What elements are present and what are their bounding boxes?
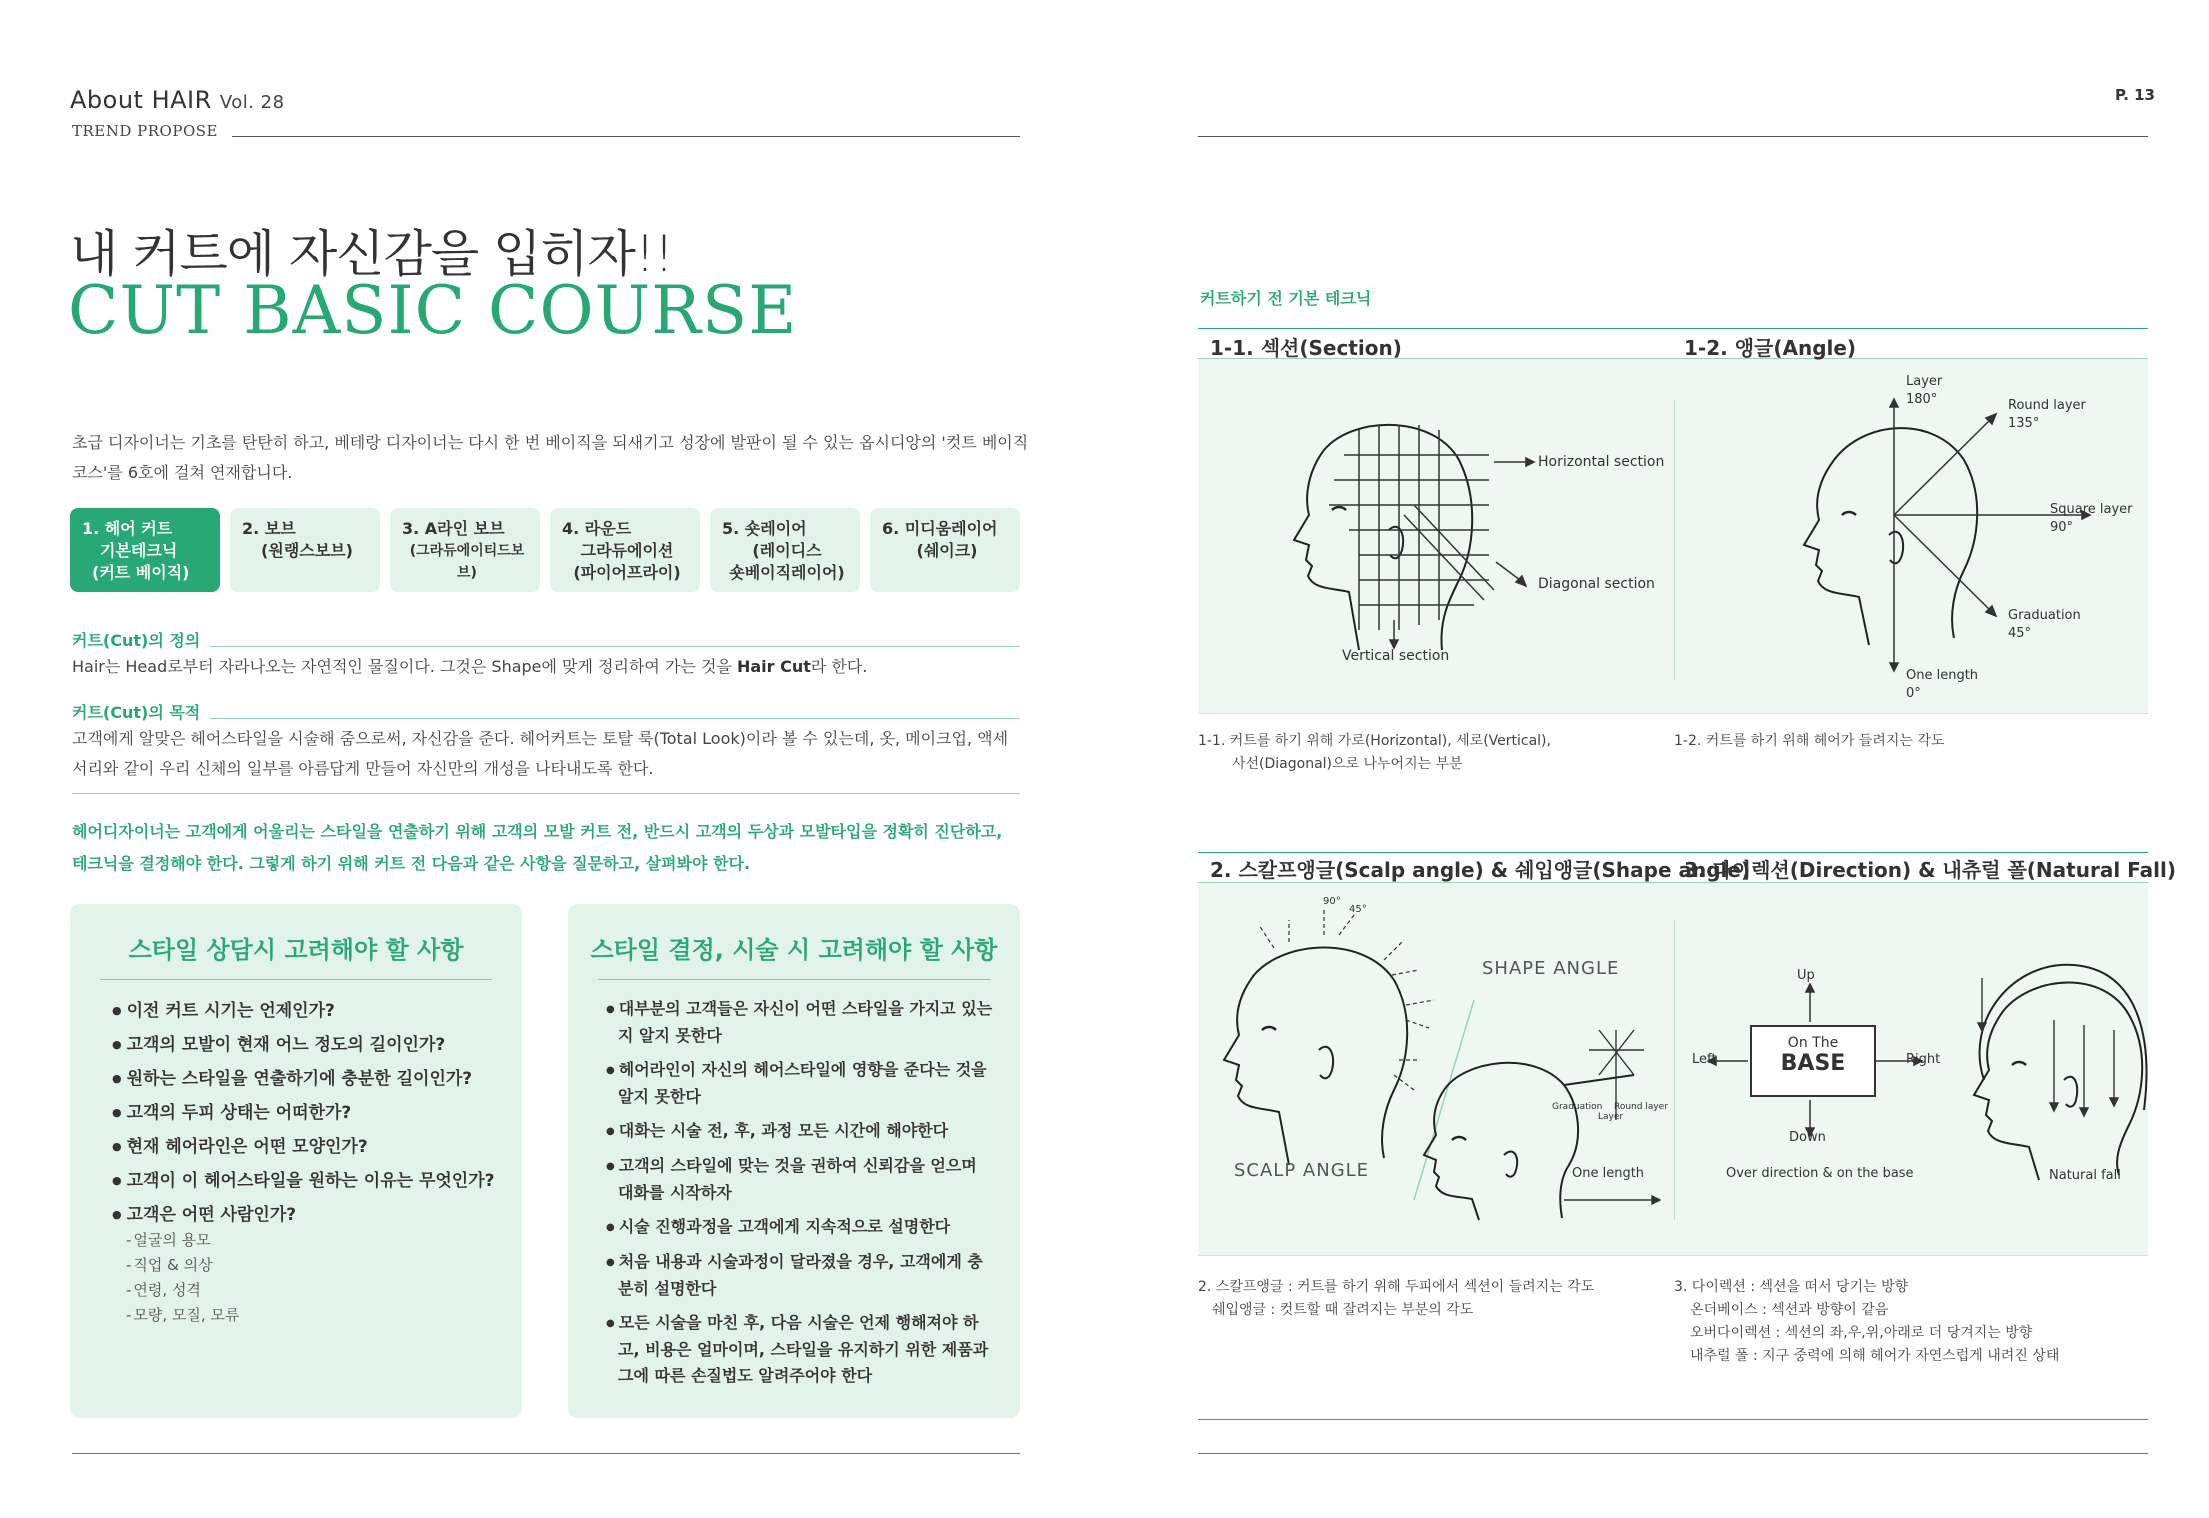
direction-caption-line: 3. 다이렉션 : 섹션을 떠서 당기는 방향 [1674,1279,1909,1295]
on-the-base-box [1750,1025,1876,1097]
tab-sub: (레이디스 [752,541,822,560]
graduation-label: Graduation [2008,608,2081,623]
title-english: CUT BASIC COURSE [68,272,798,349]
tab-sub: (파이어프라이) [573,563,681,582]
decision-box-title: 스타일 결정, 시술 시 고려해야 할 사항 [590,936,998,964]
layer-label: Layer [1598,1112,1624,1122]
course-tabs [70,508,1020,592]
tab-label: 3. A라인 보브 [402,519,505,538]
section-caption-line: 사선(Diagonal)으로 나누어지는 부분 [1232,756,1463,772]
highlight-text: 헤어디자이너는 고객에게 어울리는 스타일을 연출하기 위해 고객의 모발 커트 전, 반드시 고객의 두상과 모발타입을 정확히 진단하고, 테크닉을 결정해야 한다. 그렇게 하기 위해 커트 전 다음과 같은 사항을 질문하고, 살펴봐야 한다. [72,822,1003,873]
layer-label: Layer [1906,374,1943,389]
list-item: ● 고객의 두피 상태는 어떠한가? [112,1096,522,1130]
tab-sub: (원랭스보브) [261,541,353,560]
square-layer-degree: 90° [2050,520,2074,535]
diagonal-section-label: Diagonal section [1538,576,1655,592]
panel2-separator [1674,920,1675,1220]
sub-item: - 연령, 성격 [126,1278,522,1303]
square-layer-label: Square layer [2050,502,2133,517]
direction-caption-line: 내추럴 폴 : 지구 중력에 의해 헤어가 자연스럽게 내려진 상태 [1690,1348,2060,1364]
course-tab-4 [550,508,700,592]
left-page [0,0,1104,1518]
course-tab-6 [870,508,1020,592]
footer-rule [72,1453,1020,1454]
right-label: Right [1906,1052,1941,1067]
down-label: Down [1789,1130,1826,1145]
consultation-box [70,904,522,1418]
list-item: ● 처음 내용과 시술과정이 달라졌을 경우, 고객에게 충분히 설명한다 [606,1249,996,1302]
decision-box [568,904,1020,1418]
section-name: TREND PROPOSE [72,122,218,140]
tab-label: 1. 헤어 커트 [82,519,173,538]
section-caption-line: 1-1. 커트를 하기 위해 가로(Horizontal), 세로(Vertical), [1198,733,1551,749]
angle-diagram [1764,390,2104,690]
layer-degree: 180° [1906,392,1938,407]
purpose-text: 고객에게 알맞은 헤어스타일을 시술해 줌으로써, 자신감을 준다. 헤어커트는 토탈 룩(Total Look)이라 볼 수 있는데, 옷, 메이크업, 액세서리와 같이 우리 신체의 일부를 아름답게 만들어 자신만의 개성을 나타내도록 한다. [72,729,1009,778]
scalp-angle-label: SCALP ANGLE [1234,1160,1370,1181]
list-item: ● 시술 진행과정을 고객에게 지속적으로 설명한다 [606,1214,996,1241]
volume-number: Vol. 28 [219,92,285,113]
definition-text-bold: Hair Cut [736,657,811,676]
sub-item: - 얼굴의 용모 [126,1228,522,1253]
tab-label: 4. 라운드 [562,519,632,538]
direction-caption-line: 오버다이렉션 : 섹션의 좌,우,위,아래로 더 당겨지는 방향 [1690,1325,2033,1341]
one-length-label: One length [1906,668,1979,683]
round-layer-label: Round layer [1614,1102,1668,1112]
graduation-degree: 45° [2008,626,2032,641]
course-tab-1 [70,508,220,592]
tab-sub: (쉐이크) [916,541,978,560]
definition-label: 커트(Cut)의 정의 [72,631,201,650]
scalp-90-label: 90° [1323,896,1341,907]
on-the-label: On The [1787,1035,1839,1051]
one-length-label: One length [1572,1166,1645,1181]
round-layer-degree: 135° [2008,416,2040,431]
course-tab-3 [390,508,540,592]
list-item: ● 대부분의 고객들은 자신이 어떤 스타일을 가지고 있는지 알지 못한다 [606,996,996,1049]
course-tab-5 [710,508,860,592]
list-item: ● 고객의 모발이 현재 어느 정도의 길이인가? [112,1028,522,1062]
tab-label: 5. 숏레이어 [722,519,807,538]
one-length-degree: 0° [1906,686,1921,701]
natural-fall-diagram [1954,950,2154,1180]
round-layer-label: Round layer [2008,398,2086,413]
tab-sub: (그라듀에이티드보브) [409,543,525,581]
angle-caption: 1-2. 커트를 하기 위해 헤어가 들려지는 각도 [1674,733,1945,749]
list-item: ● 모든 시술을 마친 후, 다음 시술은 언제 행해져야 하고, 비용은 얼마이며, 스타일을 유지하기 위한 제품과 그에 따른 손질법도 알려주어야 한다 [606,1310,996,1389]
purpose-rule [210,718,1020,719]
footer-rule [1198,1453,2148,1454]
brand-name: About HAIR [70,86,212,114]
tab-label: 2. 보브 [242,519,296,538]
section-caption [1198,730,1551,776]
angle-title: 1-2. 앵글(Angle) [1684,336,1857,360]
sub-item: - 직업 & 의상 [126,1253,522,1278]
scalp-caption [1198,1276,1594,1322]
definition-text-post: 라 한다. [810,657,868,676]
scalp-caption-line: 쉐입앵글 : 컷트할 때 잘려지는 부분의 각도 [1212,1302,1474,1318]
graduation-label: Graduation [1552,1102,1603,1112]
right-page [1104,0,2209,1518]
tab-sub: 그라듀에이션 [580,541,674,560]
header-rule [1198,136,2148,137]
consultation-list [70,980,522,1232]
natural-fall-label: Natural fall [2049,1168,2121,1183]
client-subitems [70,1228,522,1328]
list-item: ● 대화는 시술 전, 후, 과정 모든 시간에 해야한다 [606,1118,996,1145]
list-item: ● 고객의 스타일에 맞는 것을 권하여 신뢰감을 얻으며 대화를 시작하자 [606,1153,996,1206]
list-item: ● 이전 커트 시기는 언제인가? [112,994,522,1028]
panel2-bottom-rule [1198,1419,2148,1420]
decision-list [568,980,1020,1389]
magazine-brand [70,86,285,114]
header-rule [232,136,1020,137]
up-label: Up [1797,968,1815,983]
panel1-top-rule [1198,328,2148,329]
purpose-divider [72,793,1020,794]
title-korean: 내 커트에 자신감을 입히자!! [70,225,674,283]
techniques-label: 커트하기 전 기본 테크닉 [1200,289,1372,308]
direction-caption [1674,1276,2059,1368]
scalp-shape-title: 2. 스칼프앵글(Scalp angle) & 쉐입앵글(Shape angle) [1210,858,1751,882]
tab-sub: 숏베이직레이어) [729,563,845,582]
scalp-caption-line: 2. 스칼프앵글 : 커트를 하기 위해 두피에서 섹션이 들려지는 각도 [1198,1279,1595,1295]
list-item: ● 현재 헤어라인은 어떤 모양인가? [112,1130,522,1164]
direction-title: 3. 다이렉션(Direction) & 내츄럴 폴(Natural Fall) [1684,858,2176,882]
list-item: ● 원하는 스타일을 연출하기에 충분한 길이인가? [112,1062,522,1096]
direction-caption-line: 온더베이스 : 섹션과 방향이 같음 [1690,1302,1889,1318]
left-label: Left [1692,1052,1717,1067]
horizontal-section-label: Horizontal section [1538,454,1665,470]
definition-text [72,652,1022,682]
definition-rule [210,646,1020,647]
section-diagram [1264,410,1524,660]
panel2-top-rule [1198,852,2148,853]
course-tab-2 [230,508,380,592]
scalp-45-label: 45° [1349,904,1367,915]
over-direction-label: Over direction & on the base [1726,1166,1914,1181]
panel1-separator [1674,400,1675,680]
list-item: ● 고객은 어떤 사람인가? [112,1198,522,1232]
sub-item: - 모량, 모질, 모류 [126,1303,522,1328]
tab-label: 6. 미디움레이어 [882,519,998,538]
consultation-box-title: 스타일 상담시 고려해야 할 사항 [128,936,464,964]
tab-sub: (커트 베이직) [92,563,190,582]
section-title: 1-1. 섹션(Section) [1210,336,1402,360]
definition-text-pre: Hair는 Head로부터 자라나오는 자연적인 물질이다. 그것은 Shape에 맞게 정리하여 가는 것을 [72,657,737,676]
shape-angle-label: SHAPE ANGLE [1482,958,1620,979]
list-item: ● 헤어라인이 자신의 헤어스타일에 영향을 준다는 것을 알지 못한다 [606,1057,996,1110]
intro-text: 초급 디자이너는 기초를 탄탄히 하고, 베테랑 디자이너는 다시 한 번 베이직을 되새기고 성장에 발판이 될 수 있는 옵시디앙의 '컷트 베이직 코스'를 6호에 걸쳐 연재합니다. [72,433,1029,482]
page-number: P. 13 [2114,86,2155,104]
tab-sub: 기본테크닉 [100,541,178,560]
purpose-label: 커트(Cut)의 목적 [72,703,201,722]
vertical-section-label: Vertical section [1342,648,1450,664]
list-item: ● 고객이 이 헤어스타일을 원하는 이유는 무엇인가? [112,1164,522,1198]
base-label: BASE [1780,1051,1846,1076]
